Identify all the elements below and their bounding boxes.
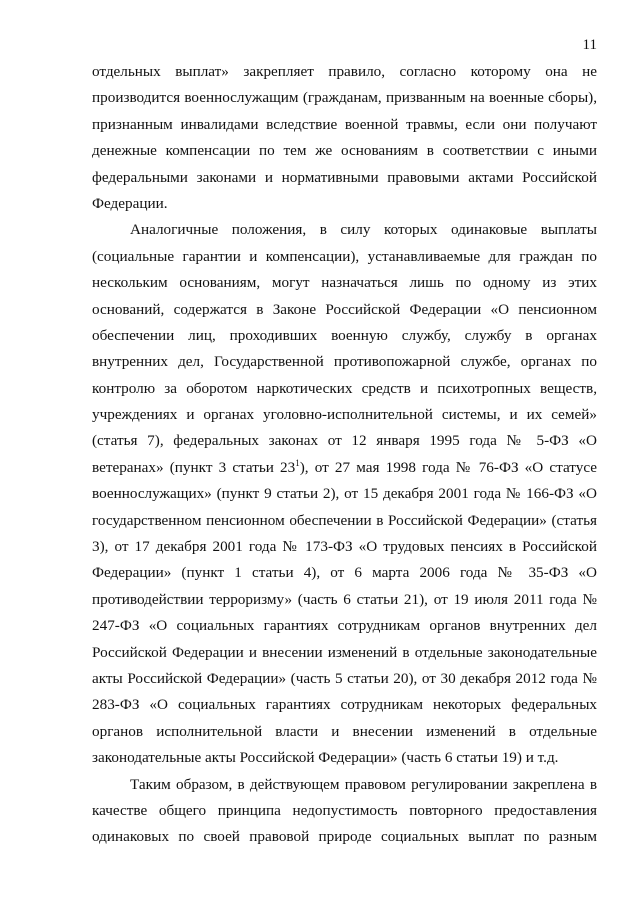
text-line: органов исполнительной власти и внесении изменений в отдельные — [92, 722, 597, 740]
text-line: Федерации» (пункт 1 статьи 4), от 6 марта 2006 года № 35-ФЗ «О — [92, 564, 597, 582]
text-line: отдельных выплат» закрепляет правило, согласно которому она не — [92, 63, 597, 80]
text-line: Таким образом, в действующем правовом регулировании закреплена в — [130, 775, 597, 793]
text-line: внутренних дел, Государственной противопожарной службе, органах по — [92, 353, 597, 371]
text-line — [92, 455, 597, 481]
footnote-superscript: 1 — [295, 457, 300, 468]
text-line: противодействии терроризму» (часть 6 статьи 21), от 19 июля 2011 года № — [92, 590, 597, 608]
text-line: федеральными законами и нормативными правовыми актами Российской — [92, 168, 597, 186]
text-segment: ), от 27 мая 1998 года № 76-ФЗ «О статусе — [299, 458, 597, 476]
text-line: Аналогичные положения, в силу которых одинаковые выплаты — [130, 221, 597, 239]
text-line: производится военнослужащим (гражданам, призванным на военные сборы), — [92, 89, 597, 107]
page-number: 11 — [582, 37, 597, 53]
text-line: 247-ФЗ «О социальных гарантиях сотрудникам органов внутренних дел — [92, 617, 597, 635]
text-line: признанным инвалидами вследствие военной травмы, если они получают — [92, 115, 597, 133]
text-line: законодательные акты Российской Федерации» (часть 6 статьи 19) и т.д. — [92, 749, 559, 767]
text-line: оснований, содержатся в Законе Российской Федерации «О пенсионном — [92, 300, 597, 318]
text-segment: ветеранах» (пункт 3 статьи 23 — [92, 458, 296, 476]
text-line: военнослужащих» (пункт 9 статьи 2), от 15 декабря 2001 года № 166-ФЗ «О — [92, 485, 597, 503]
text-line: качестве общего принципа недопустимость повторного предоставления — [92, 801, 597, 819]
document-body — [92, 59, 597, 851]
text-line: обеспечении лиц, проходивших военную службу, службу в органах — [92, 326, 597, 344]
text-line: 3), от 17 декабря 2001 года № 173-ФЗ «О трудовых пенсиях в Российской — [92, 538, 597, 556]
text-line: Федерации. — [92, 194, 168, 212]
text-line: денежные компенсации по тем же основаниям в соответствии с иными — [92, 142, 597, 160]
text-line: одинаковых по своей правовой природе социальных выплат по разным — [92, 828, 597, 846]
text-line: (статья 7), федеральных законах от 12 января 1995 года № 5-ФЗ «О — [92, 432, 597, 450]
text-line: учреждениях и органах уголовно-исполнительной системы, и их семей» — [92, 406, 597, 424]
text-line: (социальные гарантии и компенсации), устанавливаемые для граждан по — [92, 247, 597, 265]
text-line: нескольким основаниям, могут назначаться лишь по одному из этих — [92, 274, 597, 292]
text-line: 283-ФЗ «О социальных гарантиях сотрудникам некоторых федеральных — [92, 696, 597, 714]
text-line: Российской Федерации и внесении изменений в отдельные законодательные — [92, 643, 597, 661]
text-line: государственном пенсионном обеспечении в Российской Федерации» (статья — [92, 511, 597, 529]
text-line: акты Российской Федерации» (часть 5 статьи 20), от 30 декабря 2012 года № — [92, 669, 597, 687]
text-line: контролю за оборотом наркотических средств и психотропных веществ, — [92, 379, 597, 397]
